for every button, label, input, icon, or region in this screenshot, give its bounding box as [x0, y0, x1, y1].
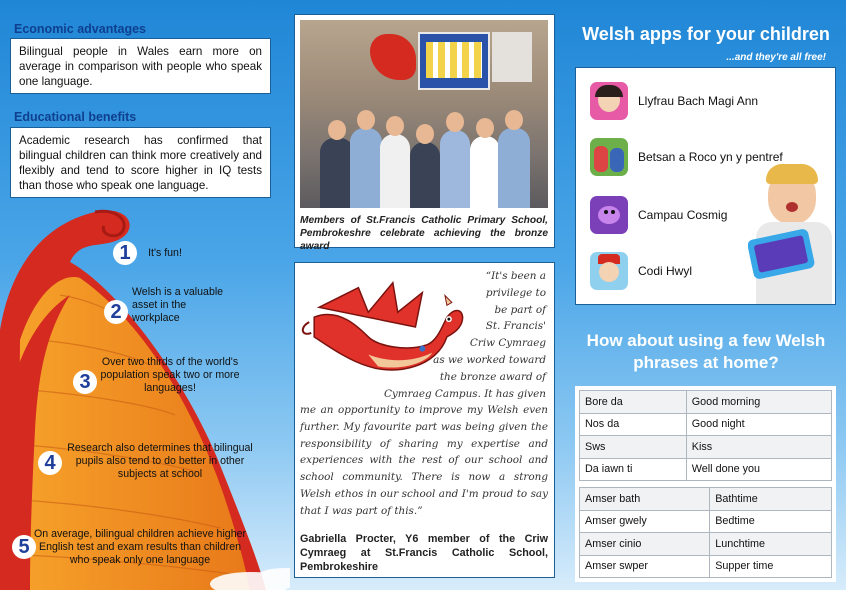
campau-cosmig-app-icon — [590, 196, 628, 234]
quote-line: Criw Cymraeg — [469, 337, 546, 350]
app-label: Campau Cosmig — [638, 208, 728, 222]
quote-line: be part of — [494, 303, 546, 316]
table-row — [580, 488, 832, 511]
quote-attribution: Gabriella Procter, Y6 member of the Criw Cymraeg at St.Francis Catholic School, Pembrokeshire — [300, 533, 548, 573]
quote-opening — [360, 268, 546, 402]
app-label: Betsan a Roco yn y pentref — [638, 150, 783, 164]
table-row — [580, 458, 832, 481]
phrases-table-2 — [579, 487, 832, 578]
quote-line: St. Francis' — [485, 320, 546, 333]
app-item-campau-cosmig[interactable] — [590, 196, 727, 234]
educational-heading: Educational benefits — [14, 110, 137, 124]
english-cell: Bedtime — [710, 510, 832, 533]
apps-panel — [575, 67, 836, 305]
phrases-table-panel — [575, 386, 836, 582]
app-item-codi-hwyl[interactable] — [590, 252, 692, 290]
quote-line: “It's been a — [485, 270, 546, 282]
welsh-cell: Nos da — [580, 413, 687, 436]
english-cell: Good morning — [686, 391, 831, 414]
english-cell: Kiss — [686, 436, 831, 459]
english-cell: Good night — [686, 413, 831, 436]
point-number-4: 4 — [38, 451, 62, 475]
english-cell: Well done you — [686, 458, 831, 481]
apps-title: Welsh apps for your children — [582, 24, 830, 44]
betsan-roco-app-icon — [590, 138, 628, 176]
point-text-1: It's fun! — [148, 247, 182, 259]
english-cell: Lunchtime — [710, 533, 832, 556]
phrases-title: How about using a few Welsh phrases at home? — [586, 331, 826, 372]
table-row — [580, 391, 832, 414]
economic-text: Bilingual people in Wales earn more on average in comparison with people who speak one language. — [10, 38, 271, 94]
table-row — [580, 533, 832, 556]
english-cell: Supper time — [710, 555, 832, 578]
point-text-3: Over two thirds of the world's population speak two or more languages! — [100, 356, 240, 394]
point-number-1: 1 — [113, 241, 137, 265]
welsh-cell: Amser bath — [580, 488, 710, 511]
point-text-2: Welsh is a valuable asset in the workplace — [132, 286, 224, 324]
quote-line: Cymraeg Campus. It has given — [383, 387, 546, 400]
codi-hwyl-app-icon — [590, 252, 628, 290]
app-item-magi-ann[interactable] — [590, 82, 758, 120]
photo-caption: Members of St.Francis Catholic Primary School, Pembrokeshre celebrate achieving the bronze award — [300, 215, 548, 252]
group-photo — [300, 20, 548, 208]
table-row — [580, 436, 832, 459]
table-row — [580, 510, 832, 533]
app-label: Llyfrau Bach Magi Ann — [638, 94, 759, 108]
welsh-cell: Amser gwely — [580, 510, 710, 533]
english-cell: Bathtime — [710, 488, 832, 511]
point-number-5: 5 — [12, 535, 36, 559]
economic-heading: Economic advantages — [14, 22, 146, 36]
quote-line: as we worked toward — [433, 353, 546, 366]
point-number-3: 3 — [73, 370, 97, 394]
quote-line: the bronze award of — [439, 370, 546, 383]
quote-body: me an opportunity to improve my Welsh even further. My favourite part was being given the responsibility of sharing my expertise and experiences with the rest of our school and school community. There is now a strong Welsh ethos in our school and I'm proud to say that I was part of this.” — [300, 404, 548, 517]
point-text-4: Research also determines that bilingual pupils also tend to do better in other subjects at school — [67, 442, 253, 480]
welsh-cell: Sws — [580, 436, 687, 459]
magi-ann-app-icon — [590, 82, 628, 120]
welsh-cell: Da iawn ti — [580, 458, 687, 481]
welsh-cell: Amser cinio — [580, 533, 710, 556]
table-row — [580, 413, 832, 436]
quote-line: privilege to — [485, 286, 546, 299]
educational-text: Academic research has confirmed that bilingual children can think more creatively and flexibly and tend to score higher in IQ tests than those who speak one language. — [10, 127, 271, 198]
welsh-cell: Bore da — [580, 391, 687, 414]
point-number-2: 2 — [104, 300, 128, 324]
phrases-table-1 — [579, 390, 832, 481]
welsh-cell: Amser swper — [580, 555, 710, 578]
table-row — [580, 555, 832, 578]
point-text-5: On average, bilingual children achieve higher English test and exam results than children who speak only one language — [34, 528, 247, 566]
boy-with-tablet-image — [748, 164, 836, 304]
apps-subtitle: ...and they're all free! — [726, 52, 826, 63]
app-label: Codi Hwyl — [638, 264, 693, 278]
